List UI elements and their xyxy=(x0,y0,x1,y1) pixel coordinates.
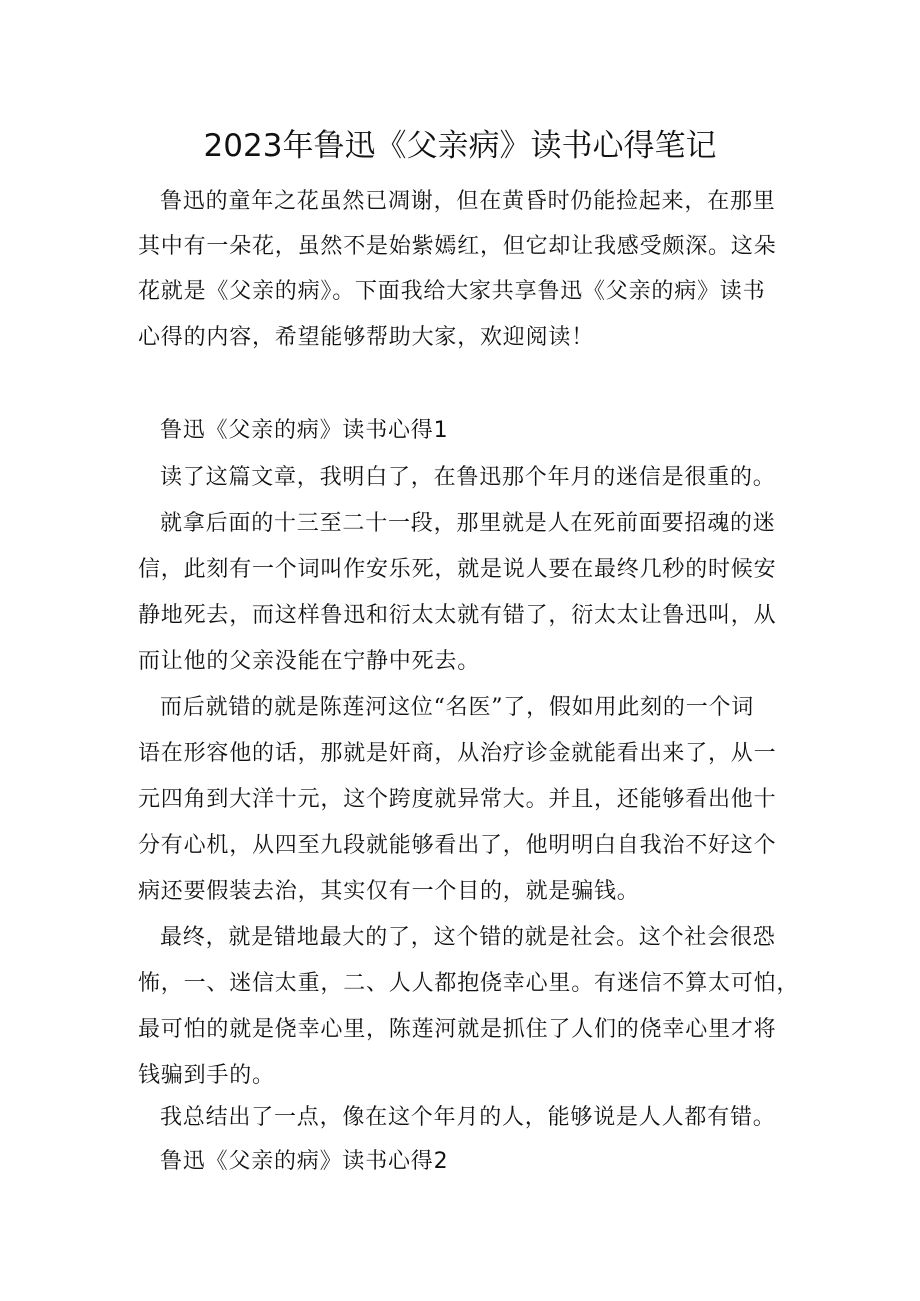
section-heading-2: 鲁迅《父亲的病》读书心得2 xyxy=(160,1149,449,1174)
paragraph-line: 钱骗到手的。 xyxy=(138,1063,275,1088)
intro-line: 花就是《父亲的病》。下面我给大家共享鲁迅《父亲的病》读书 xyxy=(138,279,766,304)
paragraph-line: 而让他的父亲没能在宁静中死去。 xyxy=(138,649,481,674)
paragraph-line: 分有心机，从四至九段就能够看出了，他明明白自我治不好这个 xyxy=(138,833,777,858)
document-title: 2023年鲁迅《父亲病》读书心得笔记 xyxy=(203,128,717,164)
intro-line: 其中有一朵花，虽然不是始紫嫣红，但它却让我感受颇深。这朵 xyxy=(138,234,777,259)
paragraph-line: 怖，一、迷信太重，二、人人都抱侥幸心里。有迷信不算太可怕， xyxy=(138,971,800,996)
paragraph-line: 元四角到大洋十元，这个跨度就异常大。并且，还能够看出他十 xyxy=(138,787,777,812)
paragraph-line: 最终，就是错地最大的了，这个错的就是社会。这个社会很恐 xyxy=(160,925,776,950)
paragraph-1: 读了这篇文章，我明白了，在鲁迅那个年月的迷信是很重的。 xyxy=(160,465,776,490)
paragraph-line: 静地死去，而这样鲁迅和衍太太就有错了，衍太太让鲁迅叫，从 xyxy=(138,603,777,628)
intro-line: 鲁迅的童年之花虽然已凋谢，但在黄昏时仍能捡起来，在那里 xyxy=(160,189,776,214)
paragraph-line: 语在形容他的话，那就是奸商，从治疗诊金就能看出来了，从一 xyxy=(138,741,777,766)
paragraph-line: 信，此刻有一个词叫作安乐死，就是说人要在最终几秒的时候安 xyxy=(138,557,777,582)
paragraph-line: 而后就错的就是陈莲河这位“名医”了，假如用此刻的一个词 xyxy=(160,695,755,720)
section-heading-1: 鲁迅《父亲的病》读书心得1 xyxy=(160,418,449,443)
paragraph-line: 病还要假装去治，其实仅有一个目的，就是骗钱。 xyxy=(138,879,640,904)
paragraph-5: 我总结出了一点，像在这个年月的人，能够说是人人都有错。 xyxy=(160,1105,776,1130)
paragraph-line: 就拿后面的十三至二十一段，那里就是人在死前面要招魂的迷 xyxy=(160,511,776,536)
paragraph-line: 最可怕的就是侥幸心里，陈莲河就是抓住了人们的侥幸心里才将 xyxy=(138,1017,777,1042)
intro-line: 心得的内容，希望能够帮助大家，欢迎阅读！ xyxy=(138,325,595,350)
